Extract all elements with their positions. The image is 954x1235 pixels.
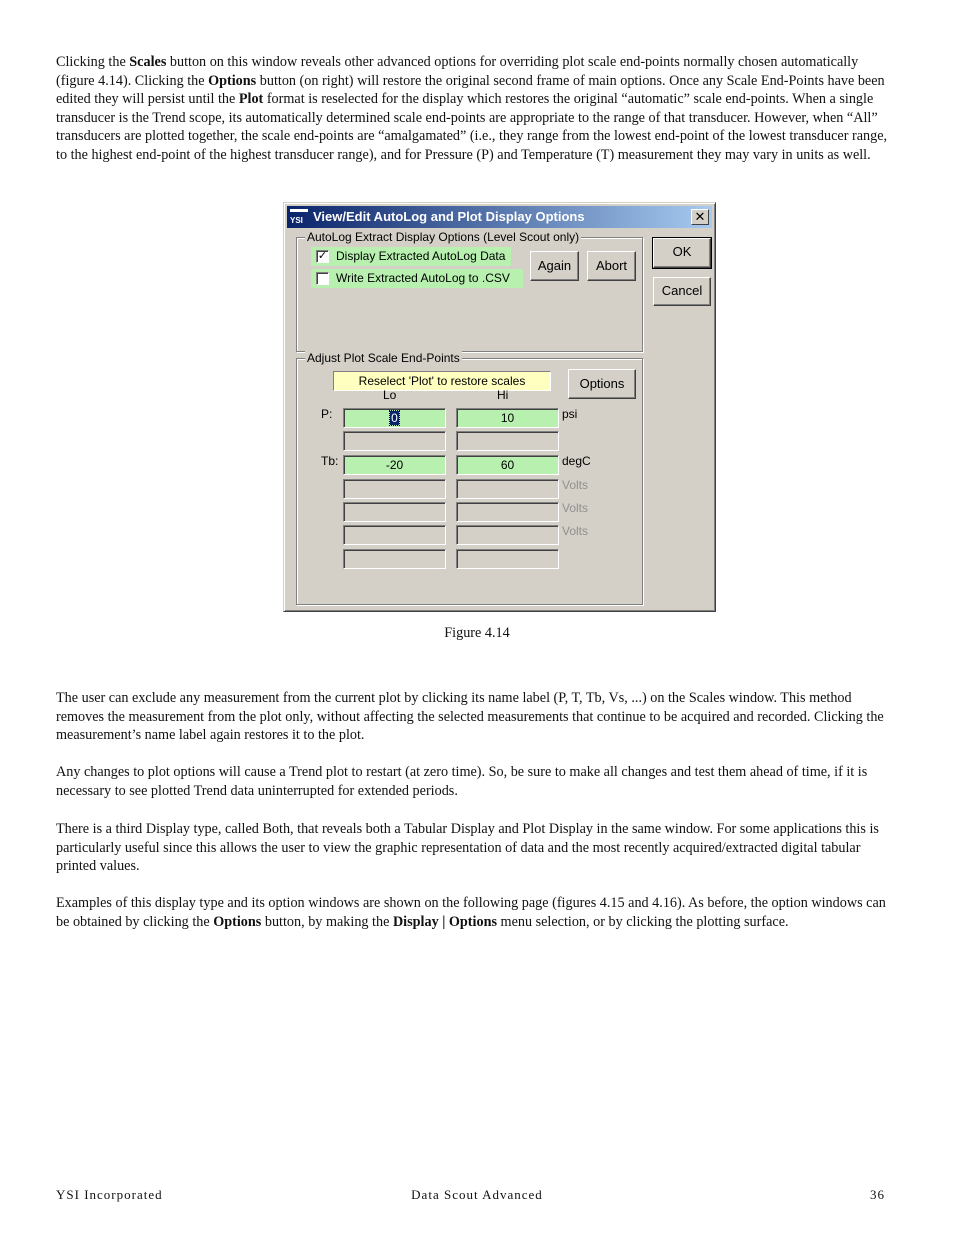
bold-term: Display | Options <box>392 913 497 930</box>
scale-endpoints-group-title: Adjust Plot Scale End-Points <box>307 351 460 365</box>
paragraph-plot-restart <box>56 763 896 800</box>
close-icon[interactable]: ✕ <box>691 209 709 225</box>
volts-unit: Volts <box>562 501 589 515</box>
display-extracted-checkbox[interactable]: ✓ <box>317 250 328 262</box>
display-extracted-checkbox-row[interactable] <box>311 247 511 266</box>
dialog-title: View/Edit AutoLog and Plot Display Options <box>313 209 585 224</box>
text-run: button (on right) will restore the original second frame of main options. Once any Scale End-Points have been edited they will persist until the <box>56 72 885 108</box>
p-unit: psi <box>562 407 578 421</box>
again-button[interactable]: Again <box>530 251 579 281</box>
paragraph-exclude-measurement <box>56 689 896 745</box>
text-run: button, by making the <box>261 913 393 930</box>
volts-unit: Volts <box>562 478 589 492</box>
bold-term: Plot <box>238 91 264 108</box>
cancel-button[interactable]: Cancel <box>653 277 711 306</box>
text-run: button on this window reveals other advanced options for overriding plot scale end-points normally chosen automatically (figure 4.14). Clicking the <box>56 54 859 89</box>
empty-hi-field[interactable] <box>456 479 559 499</box>
lo-column-header: Lo <box>383 388 397 402</box>
empty-lo-field[interactable] <box>343 479 446 499</box>
autolog-group-title: AutoLog Extract Display Options (Level Scout only) <box>307 230 580 244</box>
empty-hi-field[interactable] <box>456 502 559 522</box>
empty-hi-field[interactable] <box>456 431 559 451</box>
paragraph-both-display <box>56 820 896 876</box>
page-number: 36 <box>870 1187 885 1202</box>
footer-product: Data Scout Advanced <box>411 1187 543 1202</box>
figure-caption: Figure 4.14 <box>444 625 510 641</box>
dialog-titlebar[interactable] <box>287 206 712 228</box>
row-label-tb[interactable]: Tb: <box>321 454 339 468</box>
text-run: menu selection, or by clicking the plotting surface. <box>496 913 789 930</box>
write-csv-label: Write Extracted AutoLog to .CSV <box>336 271 510 285</box>
footer-company: YSI Incorporated <box>56 1187 163 1202</box>
hi-column-header: Hi <box>497 388 509 402</box>
volts-unit: Volts <box>562 524 589 538</box>
paragraph-examples <box>56 894 896 931</box>
row-label-p[interactable]: P: <box>321 407 333 421</box>
display-options-dialog <box>283 202 716 612</box>
empty-lo-field[interactable] <box>343 431 446 451</box>
bold-term: Scales <box>129 54 167 70</box>
tb-unit: degC <box>562 454 591 468</box>
bold-term: Options <box>213 913 262 930</box>
tb-lo-field[interactable]: -20 <box>343 455 446 475</box>
write-csv-checkbox-row[interactable] <box>311 269 523 288</box>
restore-scales-hint: Reselect 'Plot' to restore scales <box>333 371 551 391</box>
display-extracted-label: Display Extracted AutoLog Data <box>336 249 506 263</box>
paragraph-scales-intro <box>56 53 896 165</box>
bold-term: Options <box>208 72 257 89</box>
empty-hi-field[interactable] <box>456 525 559 545</box>
p-lo-field[interactable]: 0 <box>343 408 446 428</box>
tb-hi-field[interactable]: 60 <box>456 455 559 475</box>
text-run: Any changes to plot options will cause a Trend plot to restart (at zero time). So, be sure to make all changes and test them ahead of time, if it is necessary to see plotted Trend data uninterrupted for extended periods. <box>56 764 868 799</box>
p-hi-field[interactable]: 10 <box>456 408 559 428</box>
empty-lo-field[interactable] <box>343 525 446 545</box>
abort-button[interactable]: Abort <box>587 251 636 281</box>
ysi-app-icon: YSI <box>290 209 308 225</box>
empty-lo-field[interactable] <box>343 502 446 522</box>
write-csv-checkbox[interactable] <box>316 272 329 285</box>
text-run: Examples of this display type and its option windows are shown on the following page (figures 4.15 and 4.16). As before, the option windows can be obtained by clicking the <box>56 895 886 930</box>
text-run: The user can exclude any measurement from the current plot by clicking its name label (P, T, Tb, Vs, ...) on the Scales window. This method removes the measurement from the plot only, without affecting the selected measurements that continue to be acquired and recorded. Clicking the measurement’s name label again restores it to the plot. <box>56 690 884 744</box>
empty-lo-field[interactable] <box>343 549 446 569</box>
text-run: Clicking the <box>56 54 130 70</box>
ok-button[interactable]: OK <box>653 238 711 268</box>
text-run: format is reselected for the display which restores the original “automatic” scale end-points. When a single transducer is the Trend scope, its automatically determined scale end-points are appropriate to the range of that transducer. However, when “All” transducers are plotted together, the scale end-points are “amalgamated” (i.e., they range from the lowest end-point of the lowest transducer range, to the highest end-point of the highest transducer range), and for Pressure (P) and Temperature (T) measurement they may vary in units as well. <box>56 91 888 163</box>
empty-hi-field[interactable] <box>456 549 559 569</box>
text-run: There is a third Display type, called Both, that reveals both a Tabular Display and Plot Display in the same window. For some applications this is particularly useful since this allows the user to view the graphic representation of data and the most recently acquired/extracted digital tabular printed values. <box>56 821 879 875</box>
options-button[interactable]: Options <box>568 369 636 399</box>
